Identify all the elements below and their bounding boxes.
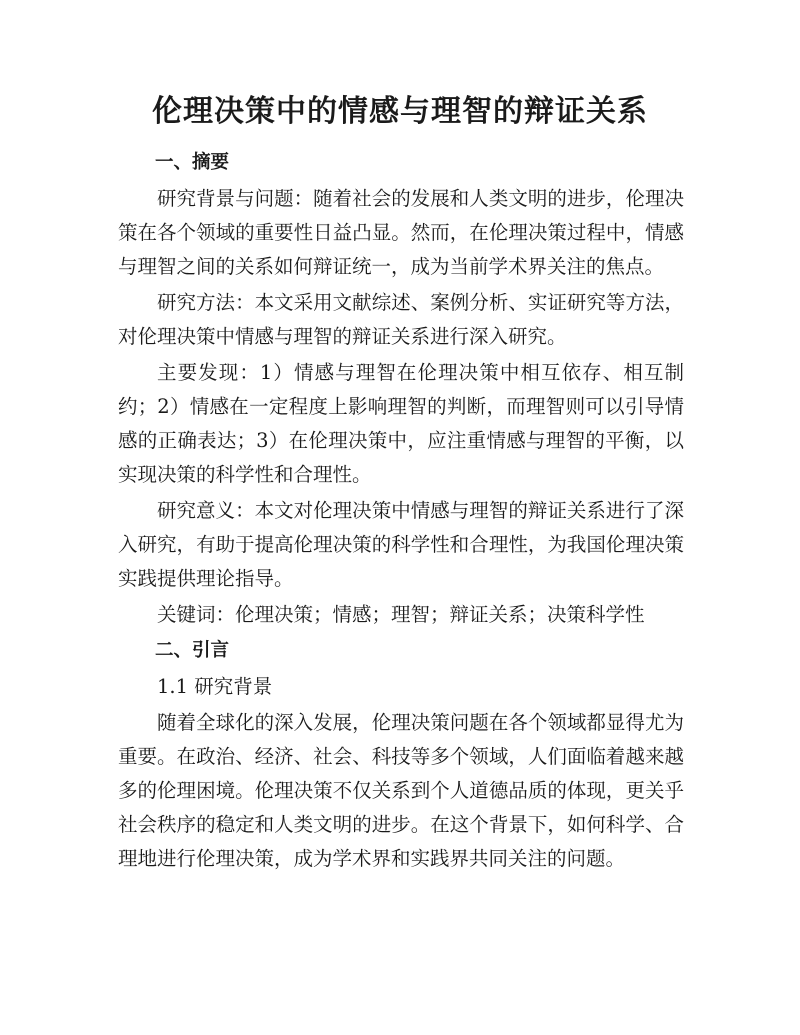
document-title: 伦理决策中的情感与理智的辩证关系 — [152, 94, 648, 129]
subsection-heading-background: 1.1 研究背景 — [157, 675, 273, 698]
paragraph-intro-background: 随着全球化的深入发展，伦理决策问题在各个领域都显得尤为重要。在政治、经济、社会、科技等多个领域，人们面临着越来越多的伦理困境。伦理决策不仅关系到个人道德品质的体现，更关乎社会秩序的稳定和人类文明的进步。在这个背景下，如何科学、合理地进行伦理决策，成为学术界和实践界共同关注的问题。 — [118, 711, 684, 870]
paragraph-background: 研究背景与问题：随着社会的发展和人类文明的进步，伦理决策在各个领域的重要性日益凸显。然而，在伦理决策过程中，情感与理智之间的关系如何辩证统一，成为当前学术界关注的焦点。 — [118, 187, 684, 278]
paragraph-findings: 主要发现：1）情感与理智在伦理决策中相互依存、相互制约；2）情感在一定程度上影响理智的判断，而理智则可以引导情感的正确表达；3）在伦理决策中，应注重情感与理智的平衡，以实现决策的科学性和合理性。 — [118, 361, 684, 486]
section-heading-abstract: 一、摘要 — [155, 152, 230, 173]
document-body — [118, 146, 684, 878]
paragraph-methods: 研究方法：本文采用文献综述、案例分析、实证研究等方法，对伦理决策中情感与理智的辩证关系进行深入研究。 — [118, 291, 684, 348]
paragraph-keywords: 关键词：伦理决策；情感；理智；辩证关系；决策科学性 — [157, 603, 645, 626]
paragraph-significance: 研究意义：本文对伦理决策中情感与理智的辩证关系进行了深入研究，有助于提高伦理决策的科学性和合理性，为我国伦理决策实践提供理论指导。 — [118, 499, 684, 590]
section-heading-introduction: 二、引言 — [155, 640, 230, 661]
